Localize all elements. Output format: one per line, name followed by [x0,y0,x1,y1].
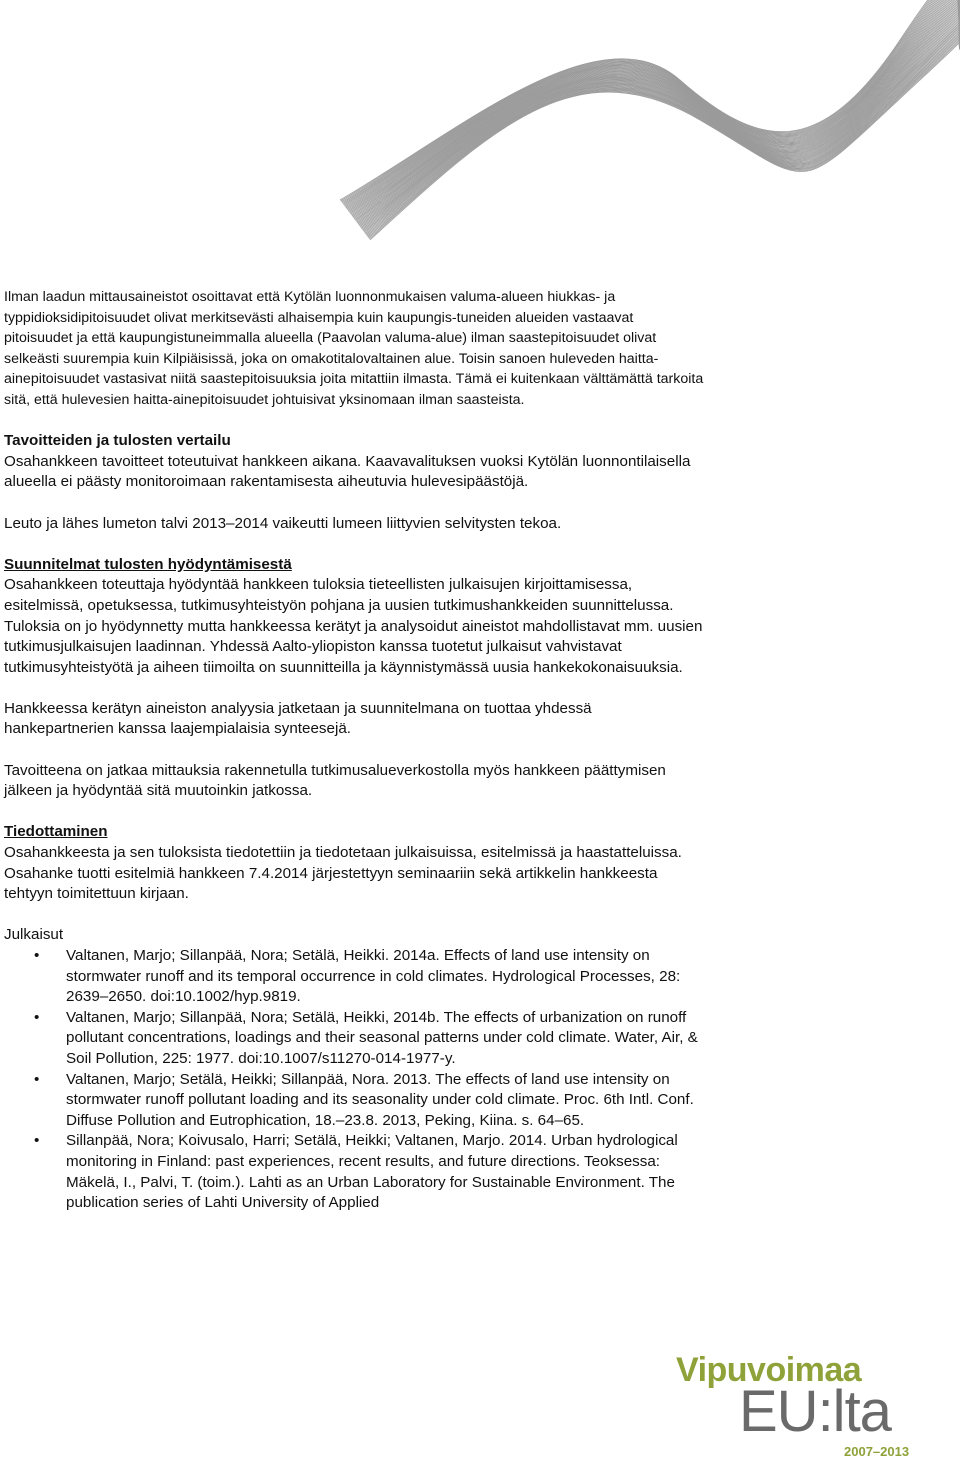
logo-top-text: Vipuvoimaa [676,1351,862,1389]
list-item [4,946,704,1008]
comparison-heading: Tavoitteiden ja tulosten vertailu [4,432,231,450]
publications-heading: Julkaisut [4,926,64,944]
publication-list [4,946,704,1214]
bullet-icon: • [34,947,40,964]
comparison-paragraph: Osahankkeen tavoitteet toteutuivat hankkeen aikana. Kaavavalituksen vuoksi Kytölän luonnontilaisella alueella ei päästy monitoroimaan rakentamisesta aiheutuvia hulevesipäästöjä. [4,452,691,491]
continuation-paragraph: Tavoitteena on jatkaa mittauksia rakennetulla tutkimusalueverkostolla myös hankkeen päättymisen jälkeen ja hyödyntää sitä muutoinkin jatkossa. [4,761,666,800]
bullet-icon: • [34,1132,40,1150]
decorative-ribbon-graphic [300,0,960,250]
info-paragraph: Osahankkeesta ja sen tuloksista tiedotettiin ja tiedotetaan julkaisuissa, esitelmissä ja haastatteluissa. Osahanke tuotti esitelmiä hankkeen 7.4.2014 järjestettyyn seminaariin sekä artikkelin hankkeesta tehtyyn toimitettuun kirjaan. [4,844,682,903]
publication-text: Valtanen, Marjo; Sillanpää, Nora; Setälä, Heikki. 2014a. Effects of land use intensity on stormwater runoff and its temporal occurrence in cold climates. Hydrological Processes, 28: 2639–2650. doi:10.1002/hyp.9819. [66,947,681,1006]
bullet-icon: • [34,1008,40,1026]
plans-paragraph: Osahankkeen toteuttaja hyödyntää hankkeen tuloksia tieteellisten julkaisujen kirjoittamisessa, esitelmissä, opetuksessa, tutkimusyhteistyön pohjana ja uusien tutkimushankkeiden suunnittelussa. Tuloksia on jo hyödynnetty mutta hankkeessa kerätyt ja analysoidut aineistot mahdollistavat mm. uusien tutkimusjulkaisujen laadinnan. Yhdessä Aalto-yliopiston kanssa tuotetut julkaisut vahvistavat tutkimusyhteistyötä ja aiheen tiimoilta on suunnitteilla ja käynnistymässä uusia hankekokonaisuuksia. [4,576,703,676]
publication-text: Valtanen, Marjo; Setälä, Heikki; Sillanpää, Nora. 2013. The effects of land use intensity on stormwater runoff pollutant loading and its seasonality under cold climate. Proc. 6th Intl. Conf. Diffuse Pollution and Eutrophication, 18.–23.8. 2013, Peking, Kiina. s. 64–65. [66,1070,694,1129]
publication-text: Sillanpää, Nora; Koivusalo, Harri; Setälä, Heikki; Valtanen, Marjo. 2014. Urban hydrological monitoring in Finland: past experiences, recent results, and future directions. Teoksessa: Mäkelä, I., Palvi, T. (toim.). Lahti as an Urban Laboratory for Sustainable Environment. The publication series of Lahti University of Applied [66,1132,678,1212]
list-item [4,1070,704,1132]
logo-years-text: 2007–2013 [844,1444,910,1459]
info-heading: Tiedottaminen [4,823,108,841]
vipuvoimaa-eu-logo [676,1352,926,1462]
publication-text: Valtanen, Marjo; Sillanpää, Nora; Setälä, Heikki, 2014b. The effects of urbanization on runoff pollutant concentrations, loadings and their seasonal patterns under cold climate. Water, Air, & Soil Pollution, 225: 1977. doi:10.1007/s11270-014-1977-y. [66,1008,698,1067]
list-item [4,1008,704,1070]
list-item [4,1131,704,1213]
intro-paragraph: Ilman laadun mittausaineistot osoittavat että Kytölän luonnonmukaisen valuma-alueen hiukkas- ja typpidioksidipitoisuudet olivat merkitsevästi alhaisempia kuin kaupungis-tuneiden alueiden vastaavat pitoisuudet ja että kaupungistuneimmalla alueella (Paavolan valuma-alue) ilman saastepitoisuudet olivat selkeästi suurempia kuin Kilpiäisissä, joka on omakotitalovaltainen alue. Toisin sanoen huleveden haitta-ainepitoisuudet vastasivat niitä saastepitoisuuksia joita mitattiin ilmasta. Tämä ei kuitenkaan välttämättä tarkoita sitä, että hulevesien haitta-ainepitoisuudet johtuisivat yksinomaan ilman saasteista. [4,289,704,408]
analysis-paragraph: Hankkeessa kerätyn aineiston analyysia jatketaan ja suunnitelmana on tuottaa yhdessä hankepartnerien kanssa laajempialaisia synteesejä. [4,699,592,738]
winter-paragraph: Leuto ja lähes lumeton talvi 2013–2014 vaikeutti lumeen liittyvien selvitysten tekoa. [4,514,562,532]
bullet-icon: • [34,1070,40,1088]
logo-main-text: EU:lta [739,1379,891,1444]
document-body [4,287,704,1214]
plans-heading: Suunnitelmat tulosten hyödyntämisestä [4,555,292,573]
